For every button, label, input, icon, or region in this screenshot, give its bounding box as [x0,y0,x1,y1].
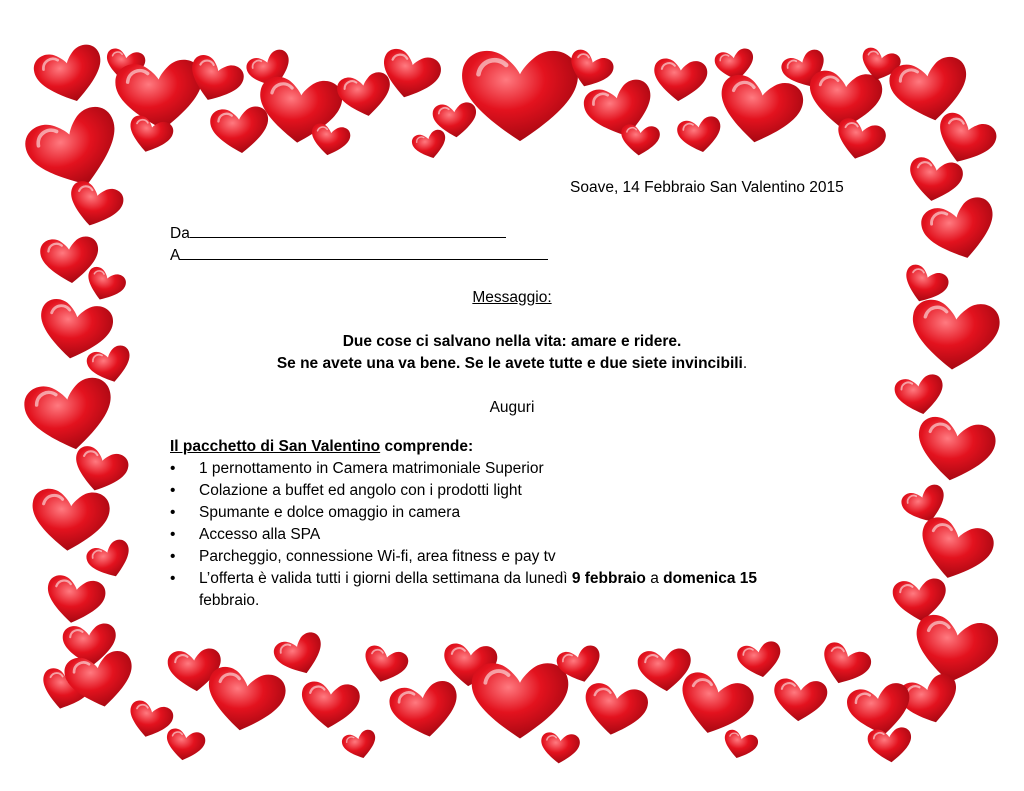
from-label: Da [170,225,190,242]
from-blank-line [190,221,506,238]
heart-icon [652,58,709,104]
quote-line-2 [0,353,1024,375]
bullet-icon: • [170,482,176,499]
heart-icon [209,105,271,155]
heart-icon [909,612,1001,689]
heart-icon [772,678,829,724]
offer-text-continued: febbraio. [199,592,260,609]
heart-icon [619,124,660,157]
heart-icon [64,179,126,233]
bullet-icon: • [170,548,176,565]
package-title-suffix: comprende: [380,438,474,455]
bullet-icon: • [170,504,176,521]
heart-icon [308,122,351,158]
offer-connector: a [645,570,664,587]
heart-icon [673,669,758,742]
list-item [170,524,757,546]
to-blank-line [180,243,548,260]
bullet-icon: • [170,570,176,587]
offer-text: L’offerta è valida tutti i giorni della settimana da lunedì [199,570,572,587]
heart-icon [410,128,449,162]
offer-item [170,568,757,612]
heart-icon [912,414,999,487]
heart-icon [340,728,379,762]
heart-icon [42,573,107,628]
heart-icon [832,116,888,165]
list-item-text: Colazione a buffet ed angolo con i prodotti light [199,482,522,499]
offer-end-date: domenica 15 [663,570,758,587]
heart-icon [84,537,136,584]
quote-line-2-text: Se ne avete una va bene. Se le avete tutte e due siete invincibili [276,355,743,372]
list-item [170,458,757,480]
list-item-text: 1 pernottamento in Camera matrimoniale Superior [199,460,544,477]
heart-icon [299,680,361,730]
quote-line-2-period: . [742,355,748,372]
heart-icon [202,664,289,737]
list-item [170,502,757,524]
to-label: A [170,247,181,264]
heart-icon [930,109,1000,171]
list-item-text: Spumante e dolce omaggio in camera [199,504,461,521]
heart-icon [360,643,411,687]
heart-icon [714,72,806,149]
quote-line-1: Due cose ci salvano nella vita: amare e ridere. [342,333,682,350]
heart-icon [905,155,964,205]
heart-icon [69,444,131,498]
heart-icon [29,487,111,554]
date-line: Soave, 14 Febbraio San Valentino 2015 [570,179,844,196]
list-item-text: Parcheggio, connessione Wi-fi, area fitness e pay tv [199,548,556,565]
heart-icon [867,727,913,765]
package-items-list [170,458,757,612]
heart-icon [271,629,329,681]
message-heading-text: Messaggio: [472,289,552,306]
list-item [170,480,757,502]
bullet-icon: • [170,526,176,543]
heart-icon [387,679,463,743]
offer-start-date: 9 febbraio [571,570,646,587]
heart-icon [736,640,785,681]
heart-icon [580,681,650,740]
heart-icon [539,732,580,765]
heart-icon [163,727,206,763]
heart-icon [720,728,759,762]
heart-icon [31,41,110,109]
heart-icon [816,639,874,691]
bullet-icon: • [170,460,176,477]
heart-icon [472,663,569,738]
heart-icon [918,194,1003,267]
package-title [170,436,473,458]
to-field [170,243,548,267]
package-title-text: Il pacchetto di San Valentino [170,438,381,455]
heart-icon [913,514,998,587]
list-item-text: Accesso alla SPA [199,526,321,543]
greeting: Auguri [489,399,535,416]
heart-icon [676,115,725,156]
heart-icon [462,51,578,141]
message-heading [0,287,1024,309]
heart-icon [335,70,394,120]
list-item [170,546,757,568]
from-field [170,221,506,245]
